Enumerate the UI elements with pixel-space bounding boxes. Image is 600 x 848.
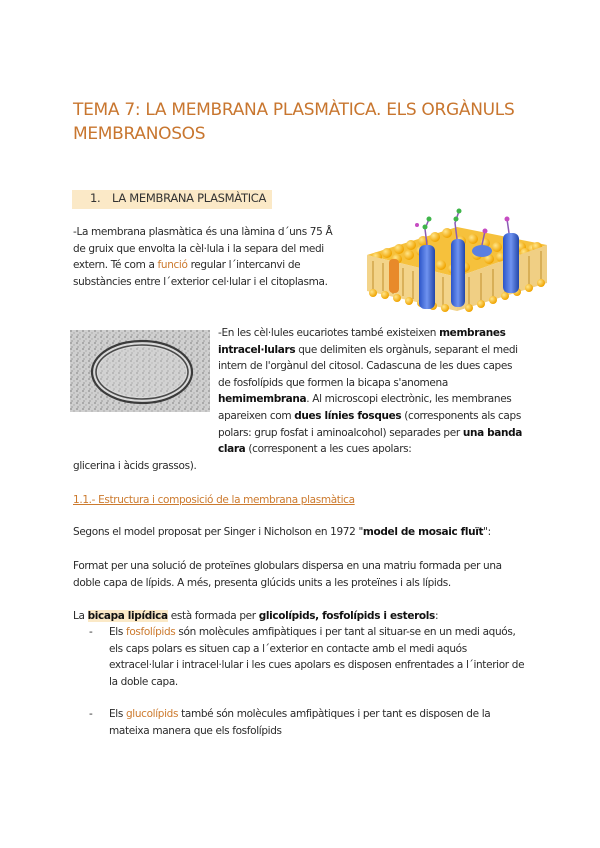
lipid-list xyxy=(89,624,529,740)
electron-micrograph xyxy=(70,330,210,412)
list-item xyxy=(89,624,529,690)
section-heading xyxy=(72,190,272,209)
text-run: -En les cèl·lules eucariotes també existeixen xyxy=(218,327,440,339)
keyword-fosfolipids: fosfolípids xyxy=(125,626,176,638)
list-dash: - xyxy=(89,708,93,721)
keyword-banda-clara: una banda clara xyxy=(218,426,523,456)
section-label: LA MEMBRANA PLASMÀTICA xyxy=(112,191,267,205)
paragraph-intracellular-end: glicerina i àcids grassos). xyxy=(73,460,197,472)
keyword-glucolipids: glucolípids xyxy=(125,708,179,721)
paragraph-intro xyxy=(73,224,341,290)
text-run: també són molècules amfipàtiques i per tant es disposen de la mateixa manera que els fosfolípids xyxy=(109,708,491,737)
keyword-funcio: funció xyxy=(157,259,188,272)
text-run: Els xyxy=(109,626,126,638)
text-run: que delimiten els orgànuls, separant el medi intern de l'orgànul del citosol. Cadascuna de les dues capes de fosfolípids que formen la bicapa s'anomena xyxy=(218,343,518,389)
keyword-membranes-intracellulars: membranes intracel·lulars xyxy=(218,327,506,356)
subsection-heading: 1.1.- Estructura i composició de la membrana plasmàtica xyxy=(73,494,355,506)
paragraph-model xyxy=(73,524,533,541)
text-run: (corresponent a les cues apolars: xyxy=(245,443,412,456)
keyword-bicapa-lipidica: bicapa lipídica xyxy=(87,610,168,622)
text-run: Segons el model proposat per Singer i Nicholson en 1972 " xyxy=(73,526,363,538)
text-run: : xyxy=(434,610,439,622)
text-run: Els xyxy=(109,708,126,721)
page-title: TEMA 7: LA MEMBRANA PLASMÀTICA. ELS ORGÀNULS MEMBRANOSOS xyxy=(73,100,515,144)
text-run: (corresponents als caps polars: grup fosfat i aminoalcohol) separades per xyxy=(218,409,521,439)
paragraph-composition: Format per una solució de proteïnes globulars dispersa en una matriu formada per una doble capa de lípids. A més, presenta glúcids units a les proteïnes i als lípids. xyxy=(73,560,502,589)
list-dash: - xyxy=(89,626,93,638)
keyword-hemimembrana: hemimembrana xyxy=(218,393,307,406)
text-run: ": xyxy=(483,526,491,538)
text-run: està formada per xyxy=(167,610,259,622)
list-item xyxy=(89,706,529,739)
paragraph-bilayer xyxy=(73,608,533,625)
keyword-lipid-types: glicolípids, fosfolípids i esterols xyxy=(258,610,435,622)
text-run: La xyxy=(73,610,88,622)
membrane-illustration xyxy=(357,205,552,317)
text-run: regular l´intercanvi de substàncies entre l´exterior cel·lular i el citoplasma. xyxy=(73,259,328,288)
paragraph-intracellular xyxy=(218,325,526,458)
keyword-mosaic-fluit: model de mosaic fluït xyxy=(362,526,484,538)
text-run: . Al microscopi electrònic, les membranes apareixen com xyxy=(218,393,512,422)
keyword-dues-linies-fosques: dues línies fosques xyxy=(294,409,402,422)
section-number: 1. xyxy=(90,191,101,205)
text-run: són molècules amfipàtiques i per tant al situar-se en un medi aquós, els caps polars es situen cap a l´exterior en contacte amb el medi aquós extracel·lular i intracel·lular i les cues apolars es disposen enfrentades a l´interior de la doble capa. xyxy=(109,626,525,688)
text-run: -La membrana plasmàtica és una làmina d´uns 75 Å de gruix que envolta la cèl·lula i la separa del medi extern. Té com a xyxy=(73,226,333,272)
